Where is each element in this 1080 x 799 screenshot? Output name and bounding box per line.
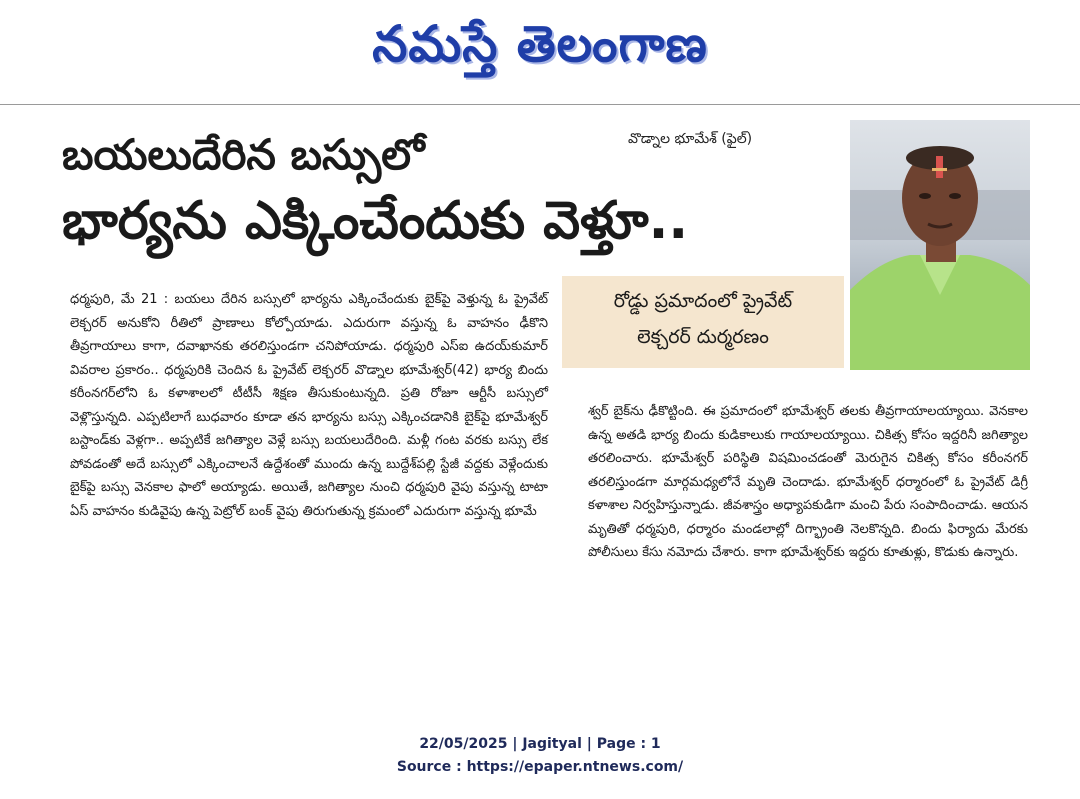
- masthead: [0, 8, 1080, 80]
- headline-line-1: బయలుదేరిన బస్సులో: [62, 130, 425, 179]
- source-info: Source : https://epaper.ntnews.com/: [396, 759, 684, 775]
- article-column-right: [588, 400, 1028, 565]
- newspaper-title: నమస్తే తెలంగాణ: [372, 14, 708, 73]
- masthead-divider: [0, 104, 1080, 105]
- headline-line-2: భార్యను ఎక్కించేందుకు వెళ్తూ..: [62, 191, 689, 251]
- subheadline-box: [562, 276, 844, 368]
- photo-caption: వొడ్నాల భూమేశ్ (ఫైల్): [628, 131, 753, 147]
- subheadline-line-1: రోడ్డు ప్రమాదంలో ప్రైవేట్: [613, 290, 793, 312]
- subheadline-line-2: లెక్చరర్ దుర్మరణం: [637, 326, 769, 348]
- article-body-left: ధర్మపురి, మే 21 : బయలు దేరిన బస్సులో భార్యను ఎక్కించేందుకు బైక్‌పై వెళ్తున్న ఓ ప్రైవేట్ లెక్చరర్ అనుకోని రీతిలో ప్రాణాలు కోల్పోయాడు. ఎదురుగా వస్తున్న ఓ వాహనం ఢీకొని తీవ్రగాయాలు కాగా, దవాఖానకు తరలిస్తుండగా చనిపోయాడు. ధర్మపురి ఎస్ఐ ఉదయ్‌కుమార్ వివరాల ప్రకారం.. ధర్మపురికి చెందిన ఓ ప్రైవేట్ లెక్చరర్ వొడ్నాల భూమేశ్వర్(42) భార్య బిందు కరీంనగర్‌లోని ఓ కళాశాలలో టీటీసీ శిక్షణ తీసుకుంటున్నది. ప్రతి రోజూ ఆర్టీసీ బస్సులో వెళ్లొస్తున్నది. ఎప్పటిలాగే బుధవారం కూడా తన భార్యను బస్సు ఎక్కించడానికి బైక్‌పై భూమేశ్వర్ బస్టాండ్‌కు వెళ్లగా.. అప్పటికే జగిత్యాల వెళ్లే బస్సు బయలుదేరింది. మళ్లీ గంట వరకు బస్సు లేక పోవడంతో అదే బస్సులో ఎక్కించాలనే ఉద్దేశంతో ముందు ఉన్న బుద్దేశ్‌పల్లి స్టేజీ వద్దకు వెళ్లేందుకు బైక్‌పై బస్సు వెనకాల ఫాలో అయ్యాడు. అయితే, జగిత్యాల నుంచి ధర్మపురి వైపు వస్తున్న టాటా ఏస్ వాహనం కుడివైపు ఉన్న పెట్రోల్ బంక్ వైపు తిరుగుతున్న క్రమంలో ఎదురుగా వస్తున్న భూమే: [70, 292, 548, 519]
- article-body-right: శ్వర్ బైక్‌ను ఢీకొట్టింది. ఈ ప్రమాదంలో భూమేశ్వర్ తలకు తీవ్రగాయాలయ్యాయి. వెనకాల ఉన్న అతడి భార్య బిందు కుడికాలుకు గాయాలయ్యాయి. చికిత్స కోసం ఇద్దరినీ జగిత్యాల తరలించారు. భూమేశ్వర్ పరిస్థితి విషమించడంతో మెరుగైన చికిత్స కోసం కరీంనగర్ తరలిస్తుండగా మార్గమధ్యలోనే మృతి చెందాడు. భూమేశ్వర్ ధర్మారంలో ఓ ప్రైవేట్ డిగ్రీ కళాశాల నిర్వహిస్తున్నాడు. జీవశాస్త్రం అధ్యాపకుడిగా మంచి పేరు సంపాదించాడు. ఆయన మృతితో ధర్మపురి, ధర్మారం మండలాల్లో దిగ్భ్రాంతి నెలకొన్నది. బిందు ఫిర్యాదు మేరకు పోలీసులు కేసు నమోదు చేశారు. కాగా భూమేశ్వర్‌కు ఇద్దరు కూతుళ్లు, కొడుకు ఉన్నారు.: [588, 404, 1028, 560]
- edition-info: 22/05/2025 | Jagityal | Page : 1: [419, 736, 661, 752]
- article-column-left: [70, 288, 548, 523]
- person-photo: [850, 120, 1030, 370]
